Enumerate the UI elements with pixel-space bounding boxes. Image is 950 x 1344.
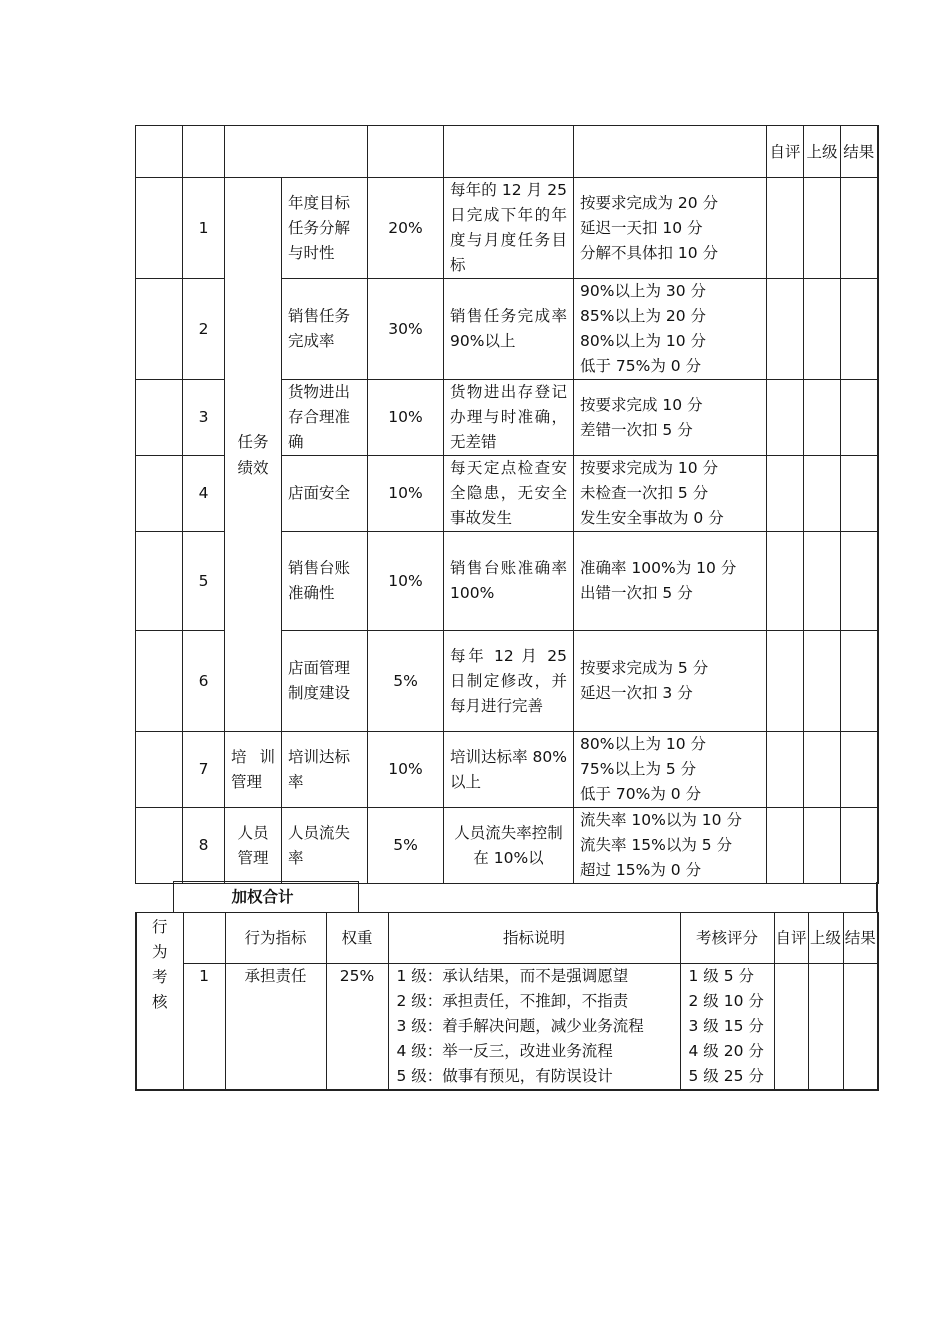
superior-cell[interactable] xyxy=(804,808,841,884)
self-eval-cell[interactable] xyxy=(767,808,804,884)
self-eval-cell[interactable] xyxy=(767,532,804,631)
self-eval-cell[interactable] xyxy=(767,732,804,808)
scoring-line: 准确率 100%为 10 分 xyxy=(580,559,737,577)
blank-cell xyxy=(225,126,368,178)
scoring-line: 按要求完成为 10 分 xyxy=(580,459,719,477)
indicator-cell: 培训达标率 xyxy=(282,732,368,808)
blank-cell xyxy=(136,380,183,456)
description-cell: 销售任务完成率 90%以上 xyxy=(444,279,574,380)
category-label: 人员管理 xyxy=(237,823,269,867)
weight-cell: 25% xyxy=(326,964,388,1091)
scoring-line: 按要求完成为 5 分 xyxy=(580,659,709,677)
scoring-cell xyxy=(574,732,767,808)
scoring-line: 按要求完成 10 分 xyxy=(580,395,703,414)
scoring-line: 按要求完成为 20 分 xyxy=(580,193,719,212)
blank-cell xyxy=(574,126,767,178)
blank-cell xyxy=(136,808,183,884)
superior-cell[interactable] xyxy=(804,532,841,631)
scoring-line: 延迟一次扣 3 分 xyxy=(580,684,693,702)
result-cell[interactable] xyxy=(841,456,878,532)
blank-cell xyxy=(135,882,173,913)
scoring-header: 考核评分 xyxy=(680,913,774,964)
self-eval-cell[interactable] xyxy=(767,631,804,732)
row-number: 4 xyxy=(183,456,225,532)
self-eval-header: 自评 xyxy=(767,126,804,178)
weight-cell: 20% xyxy=(368,178,444,279)
row-number: 6 xyxy=(183,631,225,732)
result-cell[interactable] xyxy=(841,631,878,732)
category-label: 行为考核 xyxy=(151,918,168,1011)
weight-cell: 5% xyxy=(368,631,444,732)
row-number: 2 xyxy=(183,279,225,380)
indicator-cell: 销售任务完成率 xyxy=(282,279,368,380)
self-eval-cell[interactable] xyxy=(774,964,808,1091)
scoring-line: 80%以上为 10 分 xyxy=(580,735,707,753)
blank-cell xyxy=(136,178,183,279)
scoring-line: 4 级 20 分 xyxy=(688,1042,764,1060)
indicator-cell: 销售台账准确性 xyxy=(282,532,368,631)
scoring-cell xyxy=(574,808,767,884)
weight-cell: 10% xyxy=(368,532,444,631)
scoring-line: 75%以上为 5 分 xyxy=(580,760,697,778)
category-behavior xyxy=(136,913,183,1091)
blank-cell xyxy=(136,279,183,380)
weight-cell: 10% xyxy=(368,456,444,532)
description-cell: 人员流失率控制在 10%以 xyxy=(444,808,574,884)
category-training xyxy=(225,732,282,808)
table-row xyxy=(136,964,878,1091)
weight-cell: 5% xyxy=(368,808,444,884)
weight-cell: 10% xyxy=(368,732,444,808)
self-eval-cell[interactable] xyxy=(767,456,804,532)
category-label: 培训管理 xyxy=(231,747,275,791)
blank-cell xyxy=(136,126,183,178)
level-line: 5 级：做事有预见，有防误设计 xyxy=(396,1067,613,1085)
header-row xyxy=(136,126,878,178)
superior-header: 上级 xyxy=(808,913,843,964)
blank-cell xyxy=(183,913,225,964)
description-cell: 货物进出存登记办理与时准确，无差错 xyxy=(444,380,574,456)
superior-cell[interactable] xyxy=(804,456,841,532)
scoring-cell xyxy=(680,964,774,1091)
indicator-cell: 人员流失率 xyxy=(282,808,368,884)
scoring-cell xyxy=(574,631,767,732)
self-eval-cell[interactable] xyxy=(767,380,804,456)
indicator-header: 行为指标 xyxy=(225,913,326,964)
weight-cell: 10% xyxy=(368,380,444,456)
blank-cell xyxy=(368,126,444,178)
blank-cell xyxy=(183,126,225,178)
weighted-total-label: 加权合计 xyxy=(173,882,358,913)
blank-cell xyxy=(136,732,183,808)
scoring-line: 出错一次扣 5 分 xyxy=(580,584,693,602)
scoring-line: 3 级 15 分 xyxy=(688,1017,764,1035)
scoring-line: 差错一次扣 5 分 xyxy=(580,420,693,439)
scoring-line: 流失率 10%以为 10 分 xyxy=(580,811,742,829)
row-number: 7 xyxy=(183,732,225,808)
behavior-header-row xyxy=(136,913,878,964)
table-row xyxy=(136,732,878,808)
result-cell[interactable] xyxy=(841,532,878,631)
scoring-line: 未检查一次扣 5 分 xyxy=(580,484,709,502)
scoring-line: 85%以上为 20 分 xyxy=(580,307,707,325)
indicator-cell: 承担责任 xyxy=(225,964,326,1091)
superior-cell[interactable] xyxy=(804,279,841,380)
scoring-line: 超过 15%为 0 分 xyxy=(580,861,702,879)
description-cell: 培训达标率 80%以上 xyxy=(444,732,574,808)
superior-cell[interactable] xyxy=(804,380,841,456)
scoring-line: 低于 75%为 0 分 xyxy=(580,357,702,375)
scoring-cell xyxy=(574,532,767,631)
result-cell[interactable] xyxy=(841,380,878,456)
weight-cell: 30% xyxy=(368,279,444,380)
scoring-line: 5 级 25 分 xyxy=(688,1067,764,1085)
description-header: 指标说明 xyxy=(388,913,680,964)
scoring-line: 80%以上为 10 分 xyxy=(580,332,707,350)
superior-cell[interactable] xyxy=(804,631,841,732)
scoring-line: 分解不具体扣 10 分 xyxy=(580,243,719,262)
weighted-total-table xyxy=(135,881,878,913)
result-header: 结果 xyxy=(843,913,878,964)
superior-cell[interactable] xyxy=(808,964,843,1091)
superior-cell[interactable] xyxy=(804,178,841,279)
scoring-line: 发生安全事故为 0 分 xyxy=(580,509,724,527)
weighted-total-value[interactable] xyxy=(358,882,877,913)
blank-cell xyxy=(444,126,574,178)
superior-cell[interactable] xyxy=(804,732,841,808)
category-staff xyxy=(225,808,282,884)
level-line: 3 级：着手解决问题，减少业务流程 xyxy=(396,1017,644,1035)
category-task-performance xyxy=(225,178,282,732)
scoring-line: 90%以上为 30 分 xyxy=(580,282,707,300)
result-cell[interactable] xyxy=(841,178,878,279)
scoring-line: 2 级 10 分 xyxy=(688,992,764,1010)
self-eval-cell[interactable] xyxy=(767,178,804,279)
indicator-cell: 货物进出存合理准确 xyxy=(282,380,368,456)
row-number: 5 xyxy=(183,532,225,631)
row-number: 1 xyxy=(183,964,225,1091)
blank-cell xyxy=(136,456,183,532)
category-label: 任务绩效 xyxy=(237,432,269,477)
description-cell: 每天定点检查安全隐患，无安全事故发生 xyxy=(444,456,574,532)
indicator-cell: 年度目标任务分解与时性 xyxy=(282,178,368,279)
scoring-line: 低于 70%为 0 分 xyxy=(580,785,702,803)
description-cell: 每年 12 月 25 日制定修改，并每月进行完善 xyxy=(444,631,574,732)
behavior-assessment-table xyxy=(135,912,879,1091)
result-cell[interactable] xyxy=(841,808,878,884)
description-cell xyxy=(388,964,680,1091)
scoring-cell xyxy=(574,279,767,380)
blank-cell xyxy=(136,631,183,732)
result-cell[interactable] xyxy=(843,964,878,1091)
result-cell[interactable] xyxy=(841,279,878,380)
description-cell: 每年的 12 月 25 日完成下年的年度与月度任务目标 xyxy=(444,178,574,279)
row-number: 1 xyxy=(183,178,225,279)
result-header: 结果 xyxy=(841,126,878,178)
self-eval-cell[interactable] xyxy=(767,279,804,380)
indicator-cell: 店面管理制度建设 xyxy=(282,631,368,732)
table-row xyxy=(136,808,878,884)
weight-header: 权重 xyxy=(326,913,388,964)
table-row xyxy=(136,178,878,279)
self-eval-header: 自评 xyxy=(774,913,808,964)
task-performance-table xyxy=(135,125,879,884)
indicator-cell: 店面安全 xyxy=(282,456,368,532)
result-cell[interactable] xyxy=(841,732,878,808)
superior-header: 上级 xyxy=(804,126,841,178)
scoring-line: 延迟一天扣 10 分 xyxy=(580,218,703,237)
level-line: 4 级：举一反三，改进业务流程 xyxy=(396,1042,613,1060)
row-number: 8 xyxy=(183,808,225,884)
level-line: 1 级：承认结果，而不是强调愿望 xyxy=(396,967,629,985)
description-cell: 销售台账准确率 100% xyxy=(444,532,574,631)
scoring-cell xyxy=(574,178,767,279)
scoring-line: 1 级 5 分 xyxy=(688,967,755,985)
row-number: 3 xyxy=(183,380,225,456)
level-line: 2 级：承担责任，不推卸，不指责 xyxy=(396,992,629,1010)
blank-cell xyxy=(136,532,183,631)
scoring-cell xyxy=(574,456,767,532)
scoring-cell xyxy=(574,380,767,456)
scoring-line: 流失率 15%以为 5 分 xyxy=(580,836,733,854)
